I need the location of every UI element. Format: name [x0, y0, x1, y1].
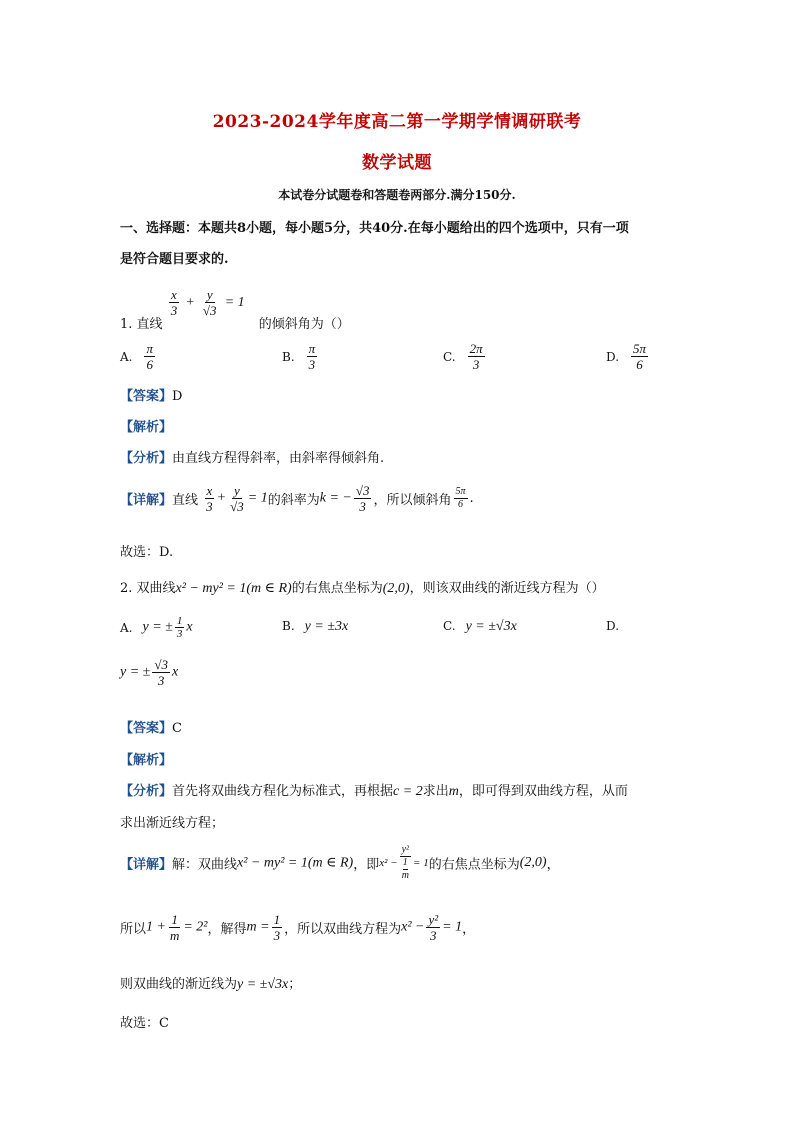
q1-option-a: A. $\frac{\pi}{6}$: [120, 341, 153, 372]
exam-note: 本试卷分试题卷和答题卷两部分.满分150分.: [278, 188, 516, 202]
q1-frac-y: $\frac{y}{√3}$: [202, 287, 217, 318]
q1-fenxi: 【分析】由直线方程得斜率，由斜率得倾斜角.: [120, 451, 385, 466]
q2-option-d: y = ± $\frac{√3}{3}$ x: [120, 657, 179, 688]
q2-fenxi-line1: 【分析】首先将双曲线方程化为标准式，再根据c = 2求出m，即可得到双曲线方程，从而: [120, 784, 628, 799]
section-heading-line2: 是符合题目要求的.: [120, 252, 229, 267]
q1-stem: [120, 287, 350, 332]
q2-option-b: B. y = ±3x: [282, 619, 349, 634]
section-heading-line1: 一、选择题：本题共8小题，每小题5分，共40分.在每小题给出的四个选项中，只有一项: [120, 221, 629, 236]
q1-equation: $\frac{x}{3}$ + $\frac{y}{√3}$ = 1: [170, 287, 245, 318]
q1-analysis-tag: 【解析】: [120, 420, 173, 435]
q2-analysis-tag: 【解析】: [120, 753, 173, 768]
q2-answer: 【答案】C: [120, 721, 182, 736]
q2-fenxi-line2: 求出渐近线方程；: [120, 816, 225, 831]
q2-option-a: A. y = ± $\frac{1}{3}$ x: [120, 615, 193, 640]
q2-detail-line1: 【详解】解：双曲线x² − my² = 1(m ∈ R)，即x² − $\frac{\text{y²}}{\frac{1}{m}}$ = 1的右焦点坐标为(2,0)，: [120, 844, 560, 881]
exam-subtitle: 数学试题: [362, 153, 432, 173]
q2-detail-line2: 所以1 + $\frac{1}{m}$ = 2²，解得m = $\frac{1}{3}$ ，所以双曲线方程为x² − $\frac{\text{y²}}{3}$ = 1，: [120, 912, 476, 943]
q1-suffix: 的倾斜角为（）: [258, 317, 350, 332]
q1-option-c: C. $\frac{2\pi}{3}$: [443, 341, 483, 372]
q2-option-d-label: D.: [606, 619, 620, 633]
q1-frac-x: $\frac{x}{3}$: [170, 287, 178, 318]
q2-conclusion: 故选：C: [120, 1016, 169, 1031]
q1-prefix: 1. 直线: [120, 317, 163, 332]
q1-conclusion: 故选：D.: [120, 545, 174, 560]
q1-answer: 【答案】D: [120, 389, 183, 404]
q2-stem: 2. 双曲线x² − my² = 1(m ∈ R)的右焦点坐标为(2,0)，则该双曲线的渐近线方程为（）: [120, 581, 605, 596]
q1-detail: 【详解】直线 $\frac{x}{3}$ + $\frac{y}{√3}$ = 1的斜率为k = − $\frac{√3}{3}$ ，所以倾斜角 $\frac{5\pi}{6}$ .: [120, 483, 474, 514]
q1-option-b: B. $\frac{\pi}{3}$: [282, 341, 316, 372]
q1-option-d: D. $\frac{5\pi}{6}$: [606, 341, 647, 372]
q2-detail-line3: 则双曲线的渐近线为y = ±√3x；: [120, 977, 302, 992]
q2-option-c: C. y = ±√3x: [443, 619, 517, 634]
exam-title: 2023-2024学年度高二第一学期学情调研联考: [212, 112, 582, 132]
